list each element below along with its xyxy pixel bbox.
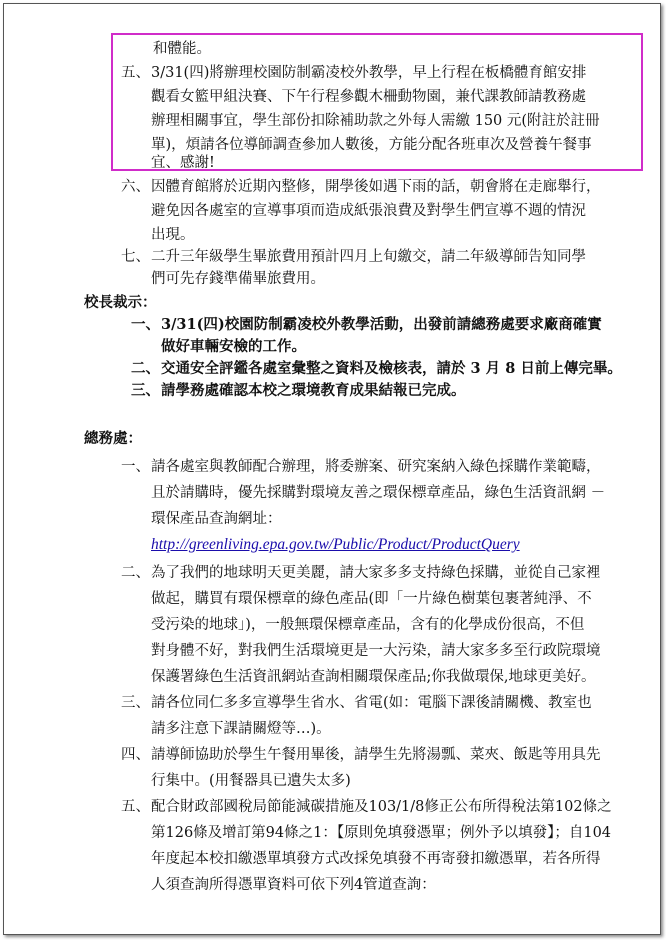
section-heading: 校長裁示： xyxy=(84,294,157,311)
text-line: 受污染的地球」)，一般無環保標章產品，含有的化學成份很高，不但 xyxy=(151,617,585,633)
text-line: 辦理相關事宜，學生部份扣除補助款之外每人需繳 150 元(附註於註冊 xyxy=(151,113,600,129)
item-number: 二、 xyxy=(131,360,160,377)
text-line: 年度起本校扣繳憑單填發方式改採免填發不再寄發扣繳憑單，若各所得 xyxy=(151,851,601,867)
item-number: 五、 xyxy=(121,799,150,815)
text-line: 們可先存錢準備畢旅費用。 xyxy=(151,271,325,287)
text-line: 交通安全評鑑各處室彙整之資料及檢核表，請於 3 月 8 日前上傳完畢。 xyxy=(161,360,622,377)
text-line: 二升三年級學生畢旅費用預計四月上旬繳交，請二年級導師告知同學 xyxy=(151,249,586,265)
item-number: 一、 xyxy=(121,459,150,475)
text-line: 3/31(四)將辦理校園防制霸凌校外教學，早上行程在板橋體育館安排 xyxy=(151,65,587,81)
text-line: 請各位同仁多多宣導學生省水、省電(如：電腦下課後請關機、教室也 xyxy=(151,695,592,711)
text-line: 做好車輛安檢的工作。 xyxy=(161,338,306,355)
text-line: 且於請購時，優先採購對環境友善之環保標章產品，綠色生活資訊網 － xyxy=(151,485,606,501)
text-line: 配合財政部國稅局節能減碳措施及103/1/8修正公布所得稅法第102條之 xyxy=(151,799,612,815)
item-number: 五、 xyxy=(121,65,150,81)
item-number: 四、 xyxy=(121,747,150,763)
text-line: 避免因各處室的宣導事項而造成紙張浪費及對學生們宣導不週的情況 xyxy=(151,203,586,219)
text-line: 觀看女籃甲組決賽、下午行程參觀木柵動物園，兼代課教師請教務處 xyxy=(151,89,586,105)
item-number: 六、 xyxy=(121,179,150,195)
text-line: 請多注意下課請關燈等…)。 xyxy=(151,721,331,737)
text-line: 對身體不好，對我們生活環境更是一大污染，請大家多多至行政院環境 xyxy=(151,643,601,659)
text-line: 單)，煩請各位導師調查參加人數後，方能分配各班車次及營養午餐事 xyxy=(151,137,592,153)
text-line: 環保產品查詢網址： xyxy=(151,511,282,527)
item-number: 七、 xyxy=(121,249,150,265)
text-line: 請各處室與教師配合辦理，將委辦案、研究案納入綠色採購作業範疇， xyxy=(151,459,601,475)
document-page xyxy=(3,3,661,935)
item-number: 三、 xyxy=(131,382,160,399)
text-line: 請導師協助於學生午餐用畢後，請學生先將湯瓢、菜夾、飯匙等用具先 xyxy=(151,747,601,763)
text-line: 3/31(四)校園防制霸凌校外教學活動，出發前請總務處要求廠商確實 xyxy=(161,316,602,333)
text-line: 為了我們的地球明天更美麗，請大家多多支持綠色採購，並從自己家裡 xyxy=(151,565,601,581)
text-line: 人須查詢所得憑單資料可依下列4管道查詢： xyxy=(151,877,436,893)
text-line: 宜、感謝! xyxy=(151,155,215,171)
green-living-link[interactable]: http://greenliving.epa.gov.tw/Public/Product/ProductQuery xyxy=(151,536,520,553)
text-line: 做起，購買有環保標章的綠色產品(即「一片綠色樹葉包裹著純淨、不 xyxy=(151,591,592,607)
text-line: 出現。 xyxy=(151,227,195,243)
text-line: 和體能。 xyxy=(153,41,211,57)
text-line: 第126條及增訂第94條之1：【原則免填發憑單；例外予以填發】；自104 xyxy=(151,825,612,841)
text-line: 請學務處確認本校之環境教育成果結報已完成。 xyxy=(161,382,466,399)
item-number: 三、 xyxy=(121,695,150,711)
item-number: 二、 xyxy=(121,565,150,581)
item-number: 一、 xyxy=(131,316,160,333)
text-line: 行集中。(用餐器具已遺失太多) xyxy=(151,773,351,789)
text-line: 保護署綠色生活資訊網站查詢相關環保產品;你我做環保,地球更美好。 xyxy=(151,669,596,685)
section-heading: 總務處： xyxy=(84,430,142,447)
text-line: 因體育館將於近期內整修，開學後如遇下雨的話，朝會將在走廊舉行， xyxy=(151,179,601,195)
